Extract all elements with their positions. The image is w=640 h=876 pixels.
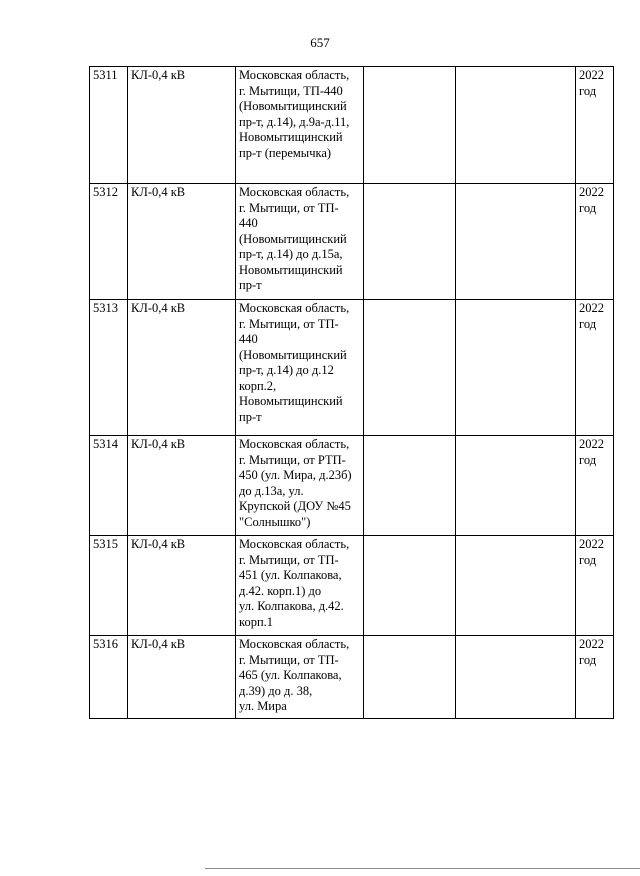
cable-type-cell: КЛ-0,4 кВ (128, 67, 236, 184)
address-line: ул. Колпакова, д.42. (239, 599, 344, 613)
address-line: (Новомытищинский (239, 99, 347, 113)
row-number-cell: 5313 (90, 300, 128, 436)
year-value: 2022 (579, 301, 604, 315)
table-row (90, 636, 614, 719)
address-line: д.39) до д. 38, (239, 683, 313, 698)
address-line: Новомытищинский (239, 130, 343, 144)
year-unit: год (579, 316, 597, 331)
year-unit: год (579, 200, 597, 215)
cable-type-cell: КЛ-0,4 кВ (128, 536, 236, 636)
table-row (90, 67, 614, 184)
address-line: пр-т, д.14) до д.12 (239, 363, 334, 377)
address-line: пр-т, д.14), д.9а-д.11, (239, 114, 350, 129)
year-unit: год (579, 552, 597, 567)
year-cell (576, 536, 614, 636)
address-line: корп.2, (239, 378, 277, 393)
address-line: Московская область, (239, 301, 350, 315)
address-line: Московская область, (239, 437, 350, 451)
address-cell (236, 536, 364, 636)
address-line: (Новомытищинский (239, 347, 347, 362)
bottom-scan-rule (205, 868, 640, 869)
year-unit: год (579, 452, 597, 467)
year-value: 2022 (579, 637, 604, 651)
address-line: пр-т (перемычка) (239, 145, 332, 160)
empty-cell (364, 184, 456, 300)
address-line: г. Мытищи, от РТП- (239, 452, 346, 467)
address-line: г. Мытищи, от ТП- (239, 652, 339, 667)
cable-type-cell: КЛ-0,4 кВ (128, 636, 236, 719)
year-cell (576, 636, 614, 719)
registry-table-body (90, 67, 614, 719)
year-cell (576, 436, 614, 536)
address-line: 440 (239, 216, 258, 230)
address-line: пр-т (239, 409, 262, 424)
row-number-cell: 5314 (90, 436, 128, 536)
empty-cell (364, 436, 456, 536)
cable-type-cell: КЛ-0,4 кВ (128, 300, 236, 436)
registry-table (89, 66, 614, 719)
year-value: 2022 (579, 68, 604, 82)
table-row (90, 436, 614, 536)
address-cell (236, 300, 364, 436)
address-line: (Новомытищинский (239, 231, 347, 246)
address-line: до д.13а, ул. (239, 483, 304, 498)
empty-cell (456, 636, 576, 719)
address-line: Крупской (ДОУ №45 (239, 499, 351, 513)
address-line: ул. Мира (239, 699, 287, 713)
year-value: 2022 (579, 537, 604, 551)
year-cell (576, 184, 614, 300)
row-number-cell: 5316 (90, 636, 128, 719)
year-cell (576, 67, 614, 184)
address-cell (236, 184, 364, 300)
table-row (90, 536, 614, 636)
address-cell (236, 436, 364, 536)
empty-cell (364, 300, 456, 436)
empty-cell (456, 300, 576, 436)
address-line: д.42. корп.1) до (239, 583, 322, 598)
address-cell (236, 67, 364, 184)
empty-cell (456, 436, 576, 536)
address-line: 450 (ул. Мира, д.23б) (239, 468, 352, 482)
year-unit: год (579, 652, 597, 667)
row-number-cell: 5315 (90, 536, 128, 636)
address-line: пр-т, д.14) до д.15а, (239, 247, 343, 261)
table-row (90, 184, 614, 300)
page-number: 657 (310, 35, 330, 50)
empty-cell (456, 536, 576, 636)
empty-cell (364, 67, 456, 184)
cable-type-cell: КЛ-0,4 кВ (128, 436, 236, 536)
address-line: "Солнышко") (239, 514, 311, 529)
address-line: Московская область, (239, 68, 350, 82)
address-line: г. Мытищи, от ТП- (239, 200, 339, 215)
table-row (90, 300, 614, 436)
year-value: 2022 (579, 185, 604, 199)
address-line: Московская область, (239, 637, 350, 651)
address-line: г. Мытищи, от ТП- (239, 316, 339, 331)
year-cell (576, 300, 614, 436)
empty-cell (364, 536, 456, 636)
address-cell (236, 636, 364, 719)
row-number-cell: 5312 (90, 184, 128, 300)
year-unit: год (579, 83, 597, 98)
address-line: Московская область, (239, 537, 350, 551)
address-line: корп.1 (239, 614, 274, 629)
address-line: Московская область, (239, 185, 350, 199)
cable-type-cell: КЛ-0,4 кВ (128, 184, 236, 300)
year-value: 2022 (579, 437, 604, 451)
address-line: 465 (ул. Колпакова, (239, 668, 342, 682)
empty-cell (364, 636, 456, 719)
address-line: пр-т (239, 278, 262, 292)
address-line: Новомытищинский (239, 262, 343, 277)
address-line: 451 (ул. Колпакова, (239, 568, 342, 582)
row-number-cell: 5311 (90, 67, 128, 184)
address-line: г. Мытищи, ТП-440 (239, 83, 343, 98)
empty-cell (456, 184, 576, 300)
address-line: г. Мытищи, от ТП- (239, 552, 339, 567)
empty-cell (456, 67, 576, 184)
address-line: 440 (239, 332, 258, 346)
address-line: Новомытищинский (239, 394, 343, 408)
